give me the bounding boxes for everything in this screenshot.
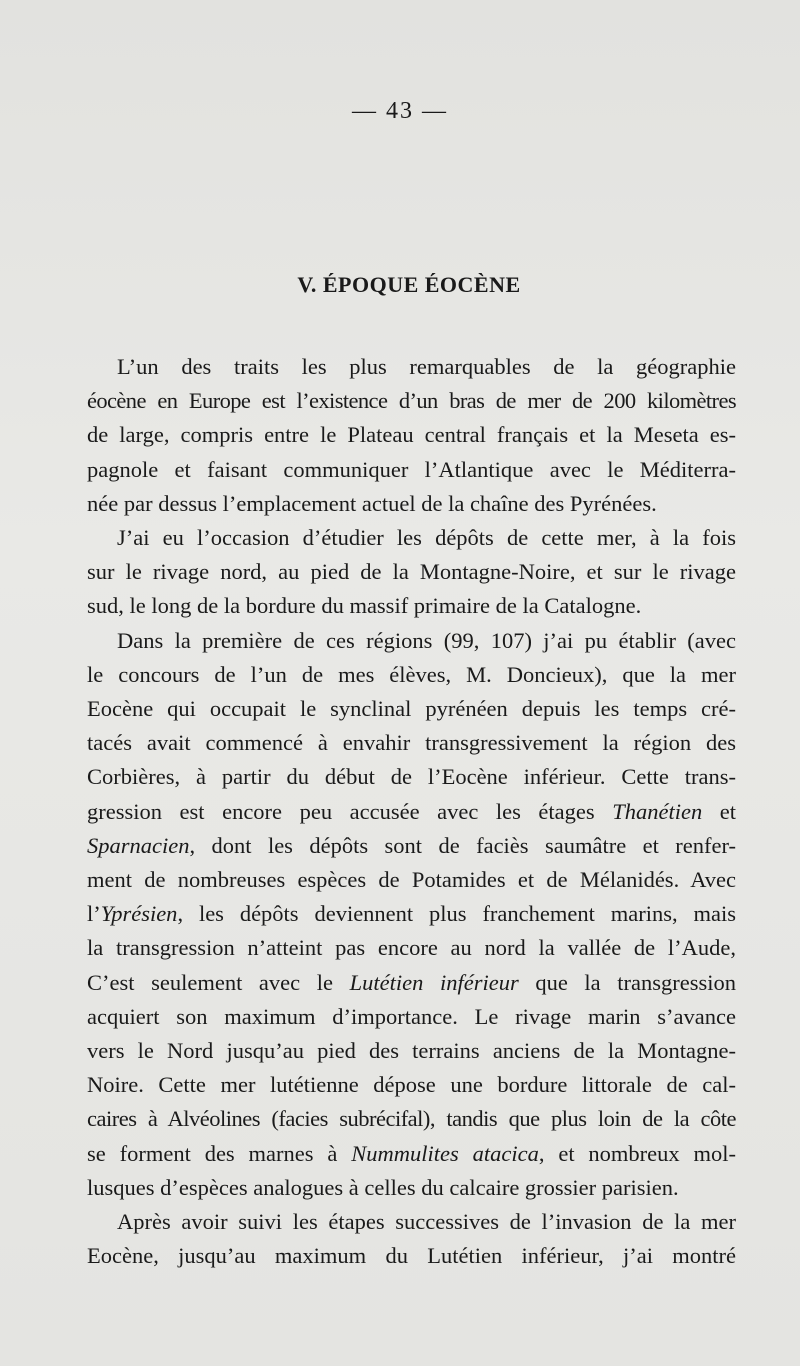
text-segment: l’ [87,901,101,927]
text-line: le concours de l’un de mes élèves, M. Doncieux), que la mer [87,661,736,687]
text-line: ment de nombreuses espèces de Potamides et de Mélanidés. Avec [87,867,736,893]
text-line: caires à Alvéolines (facies subrécifal), tandis que plus loin de la côte [87,1106,736,1132]
italic-term: Sparnacien [87,832,190,858]
text-segment: , dont les dépôts sont de faciès saumâtre et renfer- [189,832,736,858]
text-segment: gression est encore peu accusée avec les étages [87,798,595,824]
text-segment: , et nombreux mol- [538,1140,737,1166]
text-line: lusques d’espèces analogues à celles du calcaire grossier parisien. [87,1174,679,1200]
text-line: sur le rivage nord, au pied de la Montagne-Noire, et sur le rivage [87,559,736,585]
text-segment: , les dépôts deviennent plus franchement marins, mais [177,901,736,927]
text-line: éocène en Europe est l’existence d’un bras de mer de 200 kilomètres [87,388,736,414]
text-line-mixed [87,829,736,863]
text-segment: que la transgression [535,969,736,995]
text-line: Eocène, jusqu’au maximum du Lutétien inférieur, j’ai montré [87,1243,736,1269]
text-line: de large, compris entre le Plateau central français et la Meseta es- [87,422,736,448]
text-line: pagnole et faisant communiquer l’Atlantique avec le Méditerra- [87,456,736,482]
text-line: vers le Nord jusqu’au pied des terrains anciens de la Montagne- [87,1038,736,1064]
text-line-mixed [87,897,736,931]
text-line: Noire. Cette mer lutétienne dépose une bordure littorale de cal- [87,1072,736,1098]
text-line: Corbières, à partir du début de l’Eocène inférieur. Cette trans- [87,764,736,790]
section-title: V. ÉPOQUE ÉOCÈNE [297,272,521,297]
text-line: sud, le long de la bordure du massif primaire de la Catalogne. [87,593,642,619]
text-line: J’ai eu l’occasion d’étudier les dépôts de cette mer, à la fois [117,525,736,551]
text-line-mixed [87,795,736,829]
italic-term: Nummulites atacica [351,1140,539,1166]
text-segment: C’est seulement avec le [87,969,333,995]
text-line: la transgression n’atteint pas encore au nord la vallée de l’Aude, [87,935,736,961]
text-line: Après avoir suivi les étapes successives de l’invasion de la mer [117,1209,736,1235]
italic-term: Yprésien [100,901,178,927]
body-text [87,350,736,1273]
text-line-mixed [87,1137,736,1171]
text-line: L’un des traits les plus remarquables de la géographie [117,354,736,379]
text-line: Dans la première de ces régions (99, 107) j’ai pu établir (avec [117,627,736,653]
text-segment: et [719,798,737,824]
italic-term: Lutétien inférieur [349,969,519,995]
italic-term: Thanétien [612,798,703,824]
page-number: — 43 — [352,98,448,124]
text-line: Eocène qui occupait le synclinal pyrénéen depuis les temps cré- [87,696,736,722]
text-line-mixed [87,966,736,1000]
text-line: acquiert son maximum d’importance. Le rivage marin s’avance [87,1003,736,1029]
text-segment: se forment des marnes à [87,1140,338,1166]
text-line: tacés avait commencé à envahir transgressivement la région des [87,730,736,756]
text-line: née par dessus l’emplacement actuel de la chaîne des Pyrénées. [87,490,657,516]
